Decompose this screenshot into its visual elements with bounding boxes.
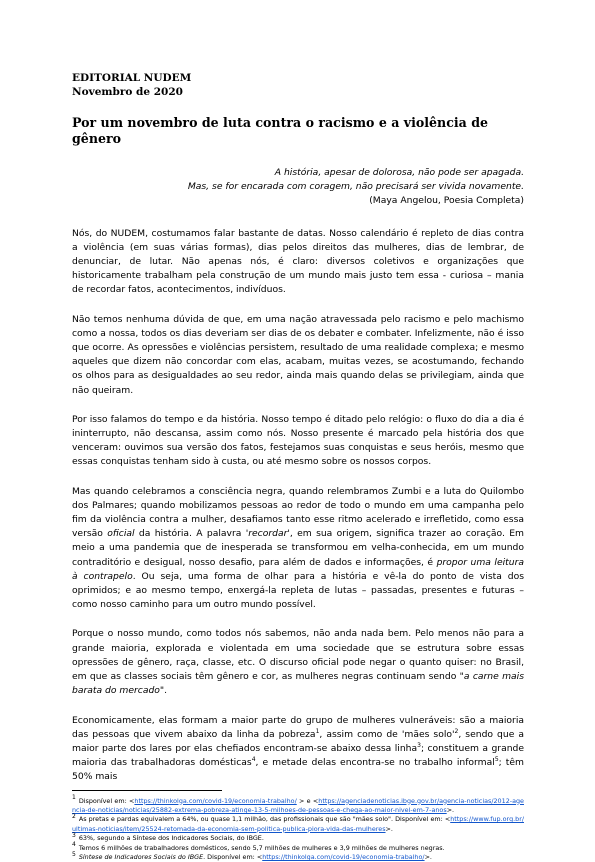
article-title: Por um novembro de luta contra o racismo e a violência de gênero bbox=[72, 115, 489, 146]
footnote-5-prefix: . Disponível em: < bbox=[203, 852, 263, 861]
paragraph-6-text-6: ; têm 50% mais bbox=[72, 757, 524, 783]
footnote-2 bbox=[72, 815, 524, 834]
paragraph-4-emphasis-3: propor uma leitura à contrapelo bbox=[72, 556, 524, 582]
footnote-1-number: 1 bbox=[72, 794, 76, 802]
footnote-4-number: 4 bbox=[72, 841, 76, 849]
footnote-3-text: 63%, segundo a Síntese dos Indicadores Sociais, do IBGE. bbox=[78, 834, 264, 843]
document-body bbox=[72, 71, 524, 862]
paragraph-5-quote: "a carne mais barata do mercado" bbox=[72, 671, 524, 697]
epigraph-line-1: A história, apesar de dolorosa, não pode ser apagada. bbox=[274, 167, 524, 178]
paragraph-4-emphasis-2: 'recordar' bbox=[245, 528, 290, 540]
paragraph-6-text-3: , sendo que a maior parte dos lares por elas chefiados encontram-se abaixo dessa linha bbox=[72, 728, 525, 754]
paragraph-4-text-2: da história. A palavra bbox=[134, 528, 246, 540]
paragraph-4-text-1: Mas quando celebramos a consciência negra, quando relembramos Zumbi e a luta do Quilombo dos Palmares; quando mobilizamos pessoas ao redor de todo o mundo em uma campanha pelo fim da violência contra a mulher, desafiamos tanto esse ritmo acelerado e irrefletido, como essa versão bbox=[72, 485, 524, 540]
paragraph-6 bbox=[72, 714, 524, 785]
publication-name: EDITORIAL NUDEM bbox=[72, 72, 192, 84]
paragraph-4-text-4: . Ou seja, uma forma de olhar para a história e vê-la do ponto de vista dos oprimidos; e ao mesmo tempo, enxergá-la repleta de lutas – passadas, presentes e futuras – como nosso caminho para um outro mundo possível. bbox=[72, 570, 525, 611]
footnote-1-prefix: Disponível em: < bbox=[78, 796, 135, 805]
paragraph-3: Por isso falamos do tempo e da história. Nosso tempo é ditado pelo relógio: o fluxo do dia a dia é ininterrupto, não descansa, assim como nós. Nosso presente é marcado pela história dos que venceram: ouvimos sua versão dos fatos, festejamos suas conquistas e seus heróis, mesmo que essas conquistas tenham sido à custa, ou até mesmo sobre os nossos corpos. bbox=[72, 413, 524, 468]
footnote-3-number: 3 bbox=[72, 832, 76, 840]
footnote-4-text: Temos 6 milhões de trabalhadores domésticos, sendo 5,7 milhões de mulheres e 3,9 milhões de mulheres negras. bbox=[78, 843, 445, 852]
footnote-2-prefix: As pretas e pardas equivalem a 64%, ou quase 1,1 milhão, das profissionais que são "mães solo". Disponível em: < bbox=[78, 815, 451, 824]
footnote-ref-5[interactable]: 5 bbox=[494, 756, 499, 764]
footnote-3 bbox=[72, 834, 524, 843]
footnote-1-link-1[interactable]: https://thinkolga.com/covid-19/economia-trabalho/ bbox=[134, 796, 297, 805]
footnote-2-suffix: >. bbox=[385, 824, 393, 833]
footnote-1-suffix: >. bbox=[446, 805, 455, 814]
paragraph-6-text-4: ; constituem a grande maioria das trabalhadoras domésticas bbox=[72, 742, 525, 769]
paragraph-4-emphasis-1: oficial bbox=[107, 528, 135, 540]
paragraph-5-text-2: . bbox=[164, 685, 168, 697]
footnote-ref-2[interactable]: 2 bbox=[454, 727, 459, 735]
epigraph-attribution: (Maya Angelou, Poesia Completa) bbox=[369, 195, 524, 207]
paragraph-2: Não temos nenhuma dúvida de que, em uma nação atravessada pelo racismo e pelo machismo como a nossa, todos os dias deveriam ser dias de os debater e combater. Infelizmente, não é isso que ocorre. As opressões e violências persistem, resultado de uma realidade complexa; e mesmo aqueles que dizem não concordar com elas, acabam, muitas vezes, se acostumando, fechando os olhos para as desigualdades ao seu redor, ainda mais quando delas se privilegiam, ainda que não queiram. bbox=[72, 313, 524, 396]
paragraph-6-text-1: Economicamente, elas formam a maior parte do grupo de mulheres vulneráveis: são a maioria das pessoas que vivem abaixo da linha da pobreza bbox=[72, 714, 524, 740]
paragraph-5 bbox=[72, 627, 524, 698]
paragraph-6-text-5: , e metade delas encontra-se no trabalho informal bbox=[255, 757, 495, 769]
footnote-1-link-2[interactable]: https://agenciadenoticias.ibge.gov.br/agencia-noticias/2012-agencia-de-noticias/noticias/25882-extrema-pobreza-atinge-13-5-milhoes-de-pessoas-e-chega-ao-maior-nivel-em-7-anos bbox=[72, 796, 524, 814]
footnote-2-link[interactable]: https://www.fup.org.br/ultimas-noticias/item/25524-retomada-da-economia-sem-politica-publica-piora-vida-das-mulheres bbox=[72, 815, 524, 833]
footnote-separator bbox=[72, 790, 222, 791]
footnote-5-source: Síntese de Indicadores Sociais do IBGE bbox=[78, 852, 204, 861]
footnote-5-suffix: >. bbox=[424, 852, 432, 861]
paragraph-6-text-2: , assim como de 'mães solo' bbox=[319, 728, 455, 740]
footnote-ref-4[interactable]: 4 bbox=[251, 756, 256, 764]
paragraph-1: Nós, do NUDEM, costumamos falar bastante de datas. Nosso calendário é repleto de dias contra a violência (em suas várias formas), dias pelos direitos das mulheres, dias de lembrar, de denunciar, de lutar. Não apenas nós, é claro: diversos coletivos e organizações que historicamente trabalham pela construção de um mundo mais justo tem essa - curiosa – mania de recordar fatos, acontecimentos, indivíduos. bbox=[72, 227, 524, 296]
footnote-5-number: 5 bbox=[72, 850, 76, 858]
footnote-5 bbox=[72, 850, 524, 862]
paragraph-4-text-3: , em sua origem, significa trazer ao coração. Em meio a uma pandemia que de inesperada se transformou em velha-conhecida, em um mundo contraditório e desigual, nosso desafio, para além de dados e informações, é bbox=[72, 528, 524, 568]
epigraph bbox=[72, 166, 524, 209]
footnote-2-number: 2 bbox=[72, 813, 76, 821]
footnote-5-link[interactable]: https://thinkolga.com/covid-19/economia-trabalho/ bbox=[262, 852, 425, 861]
epigraph-line-2: Mas, se for encarada com coragem, não precisará ser vivida novamente. bbox=[187, 181, 524, 193]
footnote-1 bbox=[72, 794, 524, 816]
footnote-ref-1[interactable]: 1 bbox=[315, 727, 320, 735]
paragraph-4 bbox=[72, 485, 524, 613]
paragraph-5-text-1: Porque o nosso mundo, como todos nós sabemos, não anda nada bem. Pelo menos não para a grande maioria, explorada e violentada em uma sociedade que se estrutura sobre essas opressões de gênero, raça, classe, etc. O discurso oficial pode negar o quanto quiser: no Brasil, em que as classes sociais têm gênero e cor, as mulheres negras continuam sendo bbox=[72, 628, 524, 683]
footnotes bbox=[72, 794, 524, 862]
footnote-ref-3[interactable]: 3 bbox=[417, 741, 421, 749]
publication-date: Novembro de 2020 bbox=[72, 86, 183, 98]
footnote-1-middle: > e < bbox=[296, 796, 319, 805]
footnote-4 bbox=[72, 841, 524, 853]
